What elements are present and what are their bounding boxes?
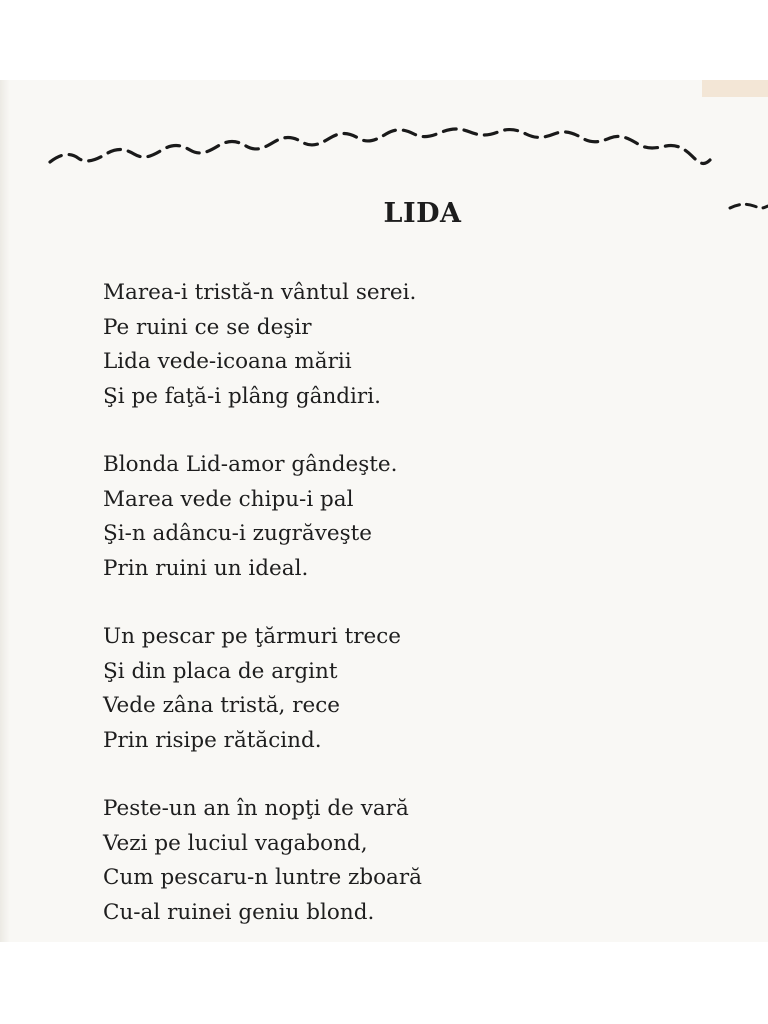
poem-line: Prin risipe rătăcind. — [103, 727, 322, 753]
poem-line: Marea vede chipu-i pal — [103, 486, 354, 512]
poem-line: Prin ruini un ideal. — [103, 555, 309, 581]
poem-line: Peste-un an în nopţi de vară — [103, 796, 409, 821]
poem-line: Cum pescaru-n luntre zboară — [103, 865, 422, 890]
wave-ornament — [48, 126, 713, 171]
poem-line: Vede zâna tristă, rece — [103, 693, 340, 718]
poem-line: Un pescar pe ţărmuri trece — [103, 624, 401, 649]
stanza-3 — [103, 620, 422, 758]
poem-line: Şi-n adâncu-i zugrăveşte — [103, 521, 372, 546]
poem-line: Şi din placa de argint — [103, 658, 338, 684]
poem-title: LIDA — [383, 198, 462, 229]
poem-body — [103, 276, 422, 942]
poem-line: Vezi pe luciul vagabond, — [103, 830, 368, 856]
stanza-4 — [103, 792, 422, 930]
poem-line: Marea-i tristă-n vântul serei. — [103, 280, 417, 305]
book-page — [0, 80, 768, 942]
page-corner-tab — [702, 80, 768, 97]
poem-line: Şi pe faţă-i plâng gândiri. — [103, 383, 381, 409]
poem-line: Lida vede-icoana mării — [103, 349, 352, 374]
poem-line: Blonda Lid-amor gândeşte. — [103, 452, 398, 477]
poem-line: Cu-al ruinei geniu blond. — [103, 899, 375, 925]
poem-line: Pe ruini ce se deşir — [103, 314, 312, 340]
stanza-1 — [103, 276, 422, 414]
stanza-2 — [103, 448, 422, 586]
